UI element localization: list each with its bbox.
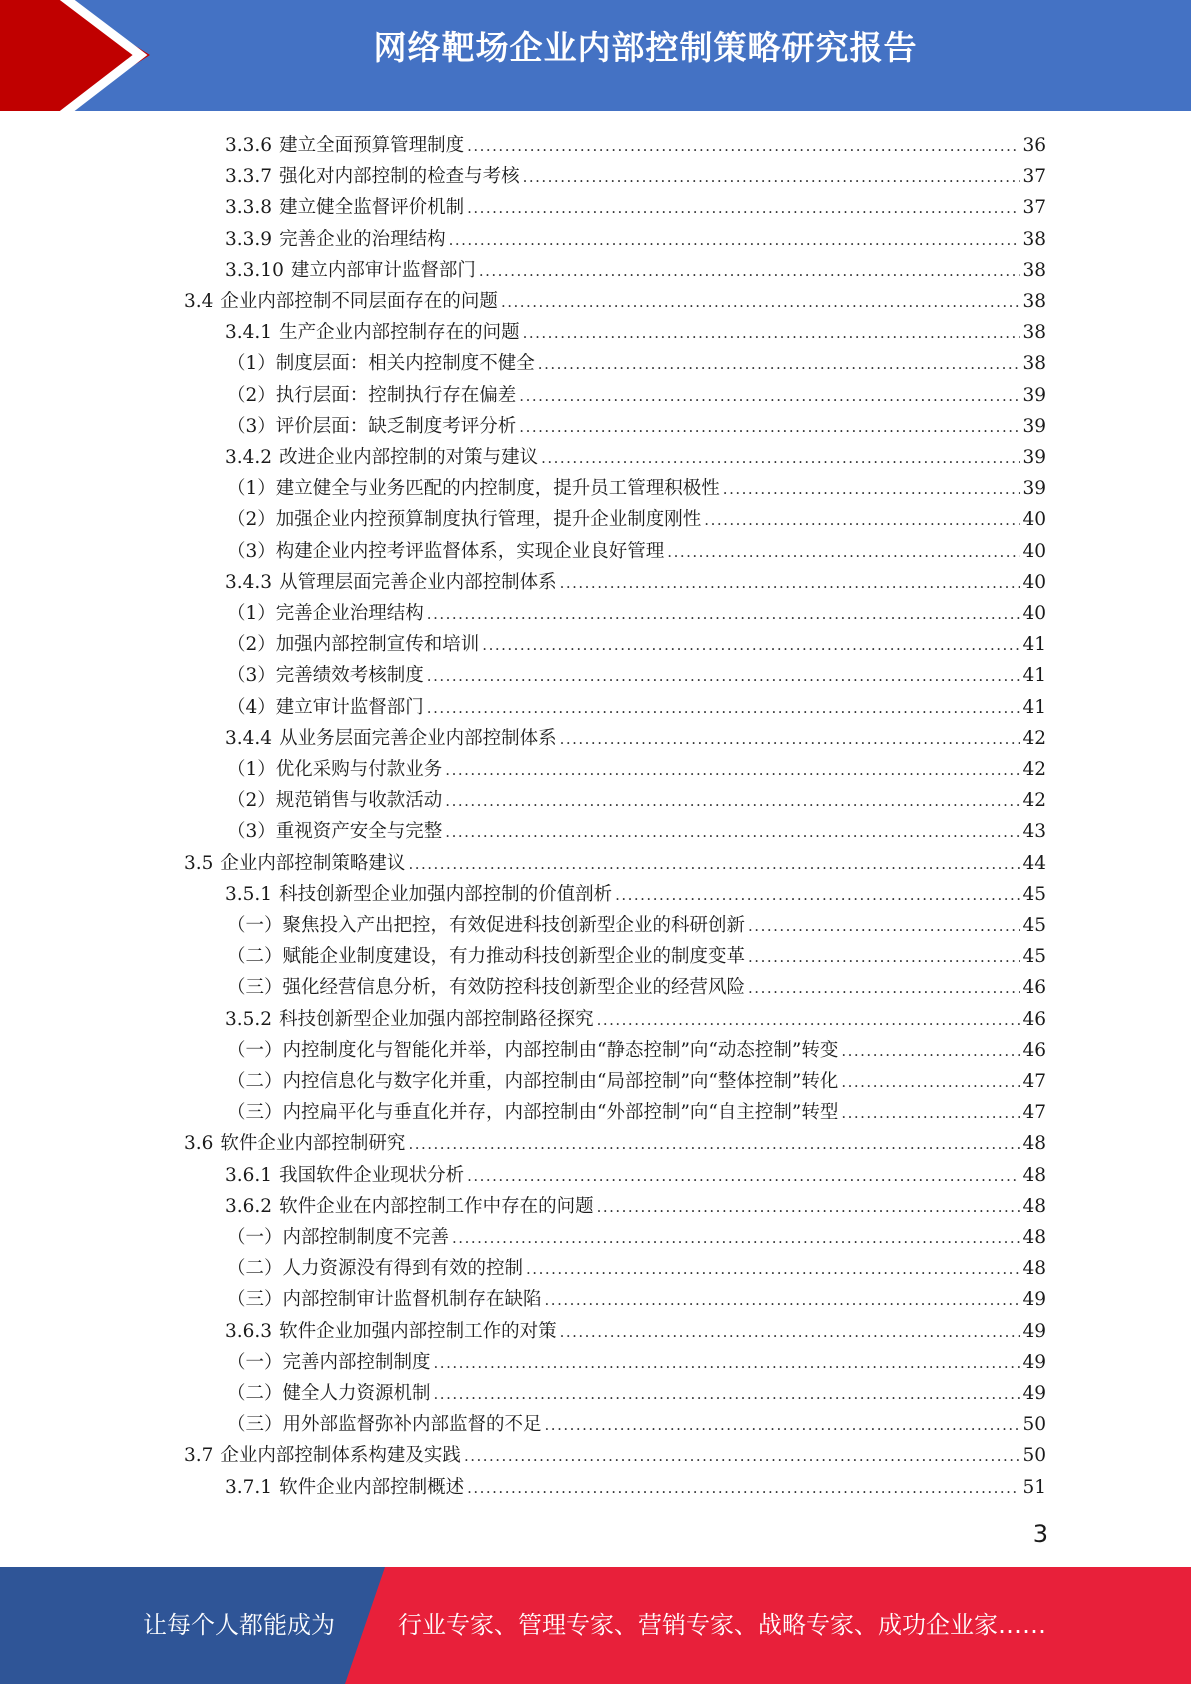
toc-entry-title: [225, 1191, 594, 1222]
toc-entry[interactable]: [225, 1004, 1046, 1035]
toc-page-number: 41: [1022, 665, 1046, 687]
toc-entry-text: 重视资产安全与完整: [275, 821, 443, 843]
toc-entry-title: [225, 879, 612, 910]
toc-leader-dots: [427, 599, 1021, 630]
toc-page-number: 41: [1022, 634, 1046, 656]
toc-leader-dots: [479, 256, 1021, 287]
toc-page-number: 45: [1022, 915, 1046, 936]
toc-entry-title: [227, 1222, 449, 1253]
toc-entry-title: [227, 785, 442, 816]
toc-page-number: 42: [1022, 727, 1046, 749]
toc-leader-dots: [445, 817, 1020, 848]
toc-entry-number: 3.5: [184, 852, 214, 874]
toc-entry[interactable]: [227, 1222, 1046, 1253]
footer-slogan-left: 让每个人都能成为: [143, 1611, 335, 1639]
toc-page-number: 49: [1022, 1320, 1046, 1342]
toc-entry-number: （一）: [227, 915, 283, 936]
toc-entry[interactable]: [227, 1097, 1046, 1128]
toc-entry-text: 完善绩效考核制度: [275, 665, 424, 687]
toc-leader-dots: [467, 1473, 1020, 1504]
toc-entry[interactable]: [227, 816, 1046, 847]
toc-entry-text: 建立审计监督部门: [275, 696, 424, 718]
toc-leader-dots: [748, 942, 1020, 973]
toc-entry-number: （2）: [227, 509, 276, 531]
toc-entry-number: （二）: [227, 1071, 283, 1092]
toc-entry-text: 建立内部审计监督部门: [290, 259, 476, 281]
toc-leader-dots: [667, 537, 1020, 568]
footer-bar: [0, 1567, 1191, 1684]
toc-entry-title: [225, 1004, 594, 1035]
toc-entry-title: [227, 1097, 838, 1128]
toc-entry-title: [184, 1128, 405, 1159]
toc-entry-number: 3.5.1: [225, 883, 273, 905]
toc-entry-title: [227, 598, 424, 629]
toc-leader-dots: [748, 911, 1020, 942]
toc-page-number: 51: [1022, 1476, 1046, 1498]
toc-page-number: 44: [1022, 852, 1046, 874]
toc-entry-text: 软件企业在内部控制工作中存在的问题: [279, 1195, 594, 1217]
toc-entry-number: （1）: [227, 603, 276, 624]
toc-entry-number: 3.4: [184, 291, 214, 312]
toc-leader-dots: [427, 661, 1021, 692]
toc-entry-number: （3）: [227, 665, 276, 687]
toc-leader-dots: [445, 755, 1020, 786]
toc-leader-dots: [560, 568, 1021, 599]
toc-entry[interactable]: [227, 941, 1046, 972]
toc-entry[interactable]: [225, 879, 1046, 910]
toc-entry[interactable]: [225, 567, 1046, 598]
toc-leader-dots: [408, 849, 1020, 880]
toc-entry-number: 3.6.2: [225, 1195, 273, 1217]
toc-entry-title: [184, 1440, 461, 1471]
toc-entry[interactable]: [227, 411, 1046, 442]
toc-leader-dots: [597, 1005, 1021, 1036]
toc-entry-number: 3.3.7: [225, 166, 273, 188]
toc-entry[interactable]: [227, 380, 1046, 411]
toc-leader-dots: [519, 381, 1020, 412]
toc-entry-number: 3.4.3: [225, 571, 273, 593]
toc-entry-text: 软件企业加强内部控制工作的对策: [279, 1320, 557, 1342]
toc-leader-dots: [545, 1285, 1021, 1316]
toc-entry-title: [227, 473, 720, 504]
toc-entry-text: 科技创新型企业加强内部控制的价值剖析: [279, 883, 613, 905]
toc-entry-title: [227, 411, 516, 442]
toc-entry[interactable]: [227, 1409, 1046, 1440]
toc-entry[interactable]: [227, 754, 1046, 785]
toc-leader-dots: [449, 225, 1021, 256]
toc-entry-text: 软件企业内部控制研究: [220, 1133, 406, 1155]
toc-entry-title: [184, 848, 405, 879]
toc-entry[interactable]: [227, 1284, 1046, 1315]
toc-page-number: 38: [1022, 353, 1046, 375]
toc-entry[interactable]: [225, 255, 1046, 286]
toc-entry-title: [225, 567, 557, 598]
toc-leader-dots: [501, 287, 1021, 318]
toc-entry-title: [227, 380, 516, 411]
toc-entry-text: 改进企业内部控制的对策与建议: [279, 447, 539, 468]
toc-page-number: 39: [1022, 447, 1046, 468]
toc-entry-number: （2）: [227, 634, 276, 656]
toc-entry-text: 规范销售与收款活动: [275, 790, 443, 812]
toc-leader-dots: [541, 443, 1020, 474]
toc-entry[interactable]: [227, 1253, 1046, 1284]
toc-entry-text: 评价层面：缺乏制度考评分析: [275, 415, 517, 437]
toc-leader-dots: [523, 162, 1021, 193]
toc-entry-title: [227, 1066, 838, 1097]
toc-entry[interactable]: [225, 130, 1046, 161]
toc-entry-text: 从管理层面完善企业内部控制体系: [279, 571, 557, 593]
toc-leader-dots: [434, 1348, 1021, 1379]
toc-entry-number: （三）: [227, 1289, 283, 1311]
toc-leader-dots: [748, 973, 1020, 1004]
toc-entry-number: （4）: [227, 696, 276, 718]
toc-entry-text: 企业内部控制体系构建及实践: [220, 1445, 461, 1467]
toc-entry-text: 完善企业的治理结构: [279, 228, 446, 250]
toc-entry[interactable]: [225, 192, 1046, 223]
toc-page-number: 49: [1022, 1383, 1046, 1404]
toc-leader-dots: [545, 1410, 1021, 1441]
toc-entry-text: 优化采购与付款业务: [275, 759, 443, 780]
toc-entry-number: 3.4.2: [225, 447, 273, 468]
toc-page-number: 40: [1022, 603, 1046, 624]
toc-entry-text: 内部控制审计监督机制存在缺陷: [282, 1289, 542, 1311]
toc-leader-dots: [434, 1379, 1021, 1410]
toc-entry-title: [225, 1472, 464, 1503]
toc-entry-title: [227, 941, 745, 972]
toc-entry[interactable]: [227, 692, 1046, 723]
toc-page-number: 48: [1022, 1195, 1046, 1217]
toc-page-number: 47: [1022, 1102, 1046, 1124]
toc-entry-number: （三）: [227, 1414, 283, 1436]
toc-entry-text: 建立全面预算管理制度: [279, 135, 465, 156]
toc-entry-title: [227, 660, 424, 691]
toc-entry[interactable]: [227, 473, 1046, 504]
toc-entry-text: 从业务层面完善企业内部控制体系: [279, 727, 557, 749]
toc-entry-text: 加强企业内控预算制度执行管理，提升企业制度刚性: [275, 509, 702, 531]
toc-page-number: 38: [1022, 322, 1046, 344]
toc-leader-dots: [427, 693, 1021, 724]
toc-entry-title: [227, 692, 424, 723]
toc-entry-text: 生产企业内部控制存在的问题: [279, 322, 520, 344]
toc-leader-dots: [452, 1223, 1020, 1254]
toc-entry[interactable]: [225, 1316, 1046, 1347]
toc-entry-number: 3.3.10: [225, 259, 284, 281]
chevron-right-icon: [0, 0, 150, 111]
toc-page-number: 43: [1022, 821, 1046, 843]
toc-entry[interactable]: [227, 660, 1046, 691]
toc-page-number: 42: [1022, 790, 1046, 812]
toc-entry-title: [184, 286, 498, 317]
toc-entry-title: [225, 192, 464, 223]
toc-entry-text: 完善企业治理结构: [275, 603, 424, 624]
toc-entry-title: [227, 348, 535, 379]
toc-leader-dots: [723, 474, 1021, 505]
toc-entry-number: 3.4.4: [225, 727, 273, 749]
toc-page-number: 46: [1022, 1039, 1046, 1061]
toc-entry-number: （1）: [227, 478, 276, 500]
toc-entry[interactable]: [225, 224, 1046, 255]
toc-entry-title: [227, 754, 442, 785]
toc-entry-text: 完善内部控制制度: [282, 1351, 431, 1373]
toc-entry-title: [227, 910, 745, 941]
toc-entry-title: [225, 161, 520, 192]
toc-entry-number: 3.7: [184, 1445, 214, 1467]
toc-entry-number: 3.6.3: [225, 1320, 273, 1342]
toc-leader-dots: [523, 318, 1021, 349]
toc-entry-title: [227, 629, 479, 660]
toc-entry[interactable]: [227, 1347, 1046, 1378]
toc-entry[interactable]: [225, 723, 1046, 754]
toc-entry[interactable]: [225, 317, 1046, 348]
toc-page-number: 46: [1022, 1008, 1046, 1030]
toc-page-number: 48: [1022, 1164, 1046, 1186]
toc-entry[interactable]: [184, 286, 1046, 317]
toc-entry-text: 制度层面：相关内控制度不健全: [275, 353, 535, 375]
toc-leader-dots: [519, 412, 1020, 443]
toc-leader-dots: [841, 1098, 1020, 1129]
toc-entry-text: 构建企业内控考评监督体系，实现企业良好管理: [275, 540, 665, 562]
toc-page-number: 41: [1022, 696, 1046, 718]
toc-page-number: 40: [1022, 540, 1046, 562]
toc-entry[interactable]: [227, 536, 1046, 567]
toc-page-number: 37: [1022, 197, 1046, 219]
toc-entry-number: （三）: [227, 1102, 283, 1124]
toc-page-number: 40: [1022, 571, 1046, 593]
toc-entry-number: 3.3.6: [225, 135, 273, 156]
toc-entry[interactable]: [184, 848, 1046, 879]
toc-entry[interactable]: [227, 1066, 1046, 1097]
toc-entry-title: [227, 816, 442, 847]
toc-entry-number: （二）: [227, 946, 283, 968]
toc-entry-text: 健全人力资源机制: [282, 1383, 431, 1404]
toc-entry[interactable]: [227, 1035, 1046, 1066]
toc-entry-text: 我国软件企业现状分析: [279, 1164, 465, 1186]
toc-entry[interactable]: [227, 504, 1046, 535]
toc-entry-text: 执行层面：控制执行存在偏差: [275, 384, 517, 406]
toc-page-number: 36: [1022, 135, 1046, 156]
toc-entry-number: （三）: [227, 977, 283, 999]
toc-entry-title: [225, 723, 557, 754]
toc-entry-number: （一）: [227, 1351, 283, 1373]
toc-entry-title: [227, 1378, 431, 1409]
toc-leader-dots: [560, 1317, 1021, 1348]
toc-entry-number: 3.3.9: [225, 228, 273, 250]
toc-entry-text: 企业内部控制不同层面存在的问题: [220, 291, 498, 312]
toc-page-number: 49: [1022, 1289, 1046, 1311]
toc-entry-number: 3.4.1: [225, 322, 273, 344]
toc-entry[interactable]: [227, 910, 1046, 941]
toc-entry-number: （3）: [227, 540, 276, 562]
toc-entry-text: 赋能企业制度建设，有力推动科技创新型企业的制度变革: [282, 946, 746, 968]
toc-entry-text: 内部控制制度不完善: [282, 1227, 450, 1248]
toc-entry-number: 3.6.1: [225, 1164, 273, 1186]
toc-page-number: 45: [1022, 883, 1046, 905]
toc-page-number: 38: [1022, 291, 1046, 312]
toc-leader-dots: [467, 1161, 1020, 1192]
toc-leader-dots: [615, 880, 1020, 911]
toc-entry-title: [225, 224, 446, 255]
toc-entry-title: [225, 1316, 557, 1347]
toc-entry-number: （2）: [227, 790, 276, 812]
toc-entry[interactable]: [227, 1378, 1046, 1409]
toc-entry-number: （1）: [227, 353, 276, 375]
toc-entry-title: [227, 1409, 542, 1440]
toc-entry-text: 聚焦投入产出把控，有效促进科技创新型企业的科研创新: [282, 915, 746, 936]
header-title: 网络靶场企业内部控制策略研究报告: [373, 28, 918, 67]
toc-entry-text: 科技创新型企业加强内部控制路径探究: [279, 1008, 594, 1030]
toc-entry-title: [227, 1347, 431, 1378]
page-number: 3: [1032, 1520, 1048, 1548]
toc-page-number: 46: [1022, 977, 1046, 999]
toc-entry[interactable]: [227, 348, 1046, 379]
toc-entry-number: 3.6: [184, 1133, 214, 1155]
toc-page-number: 39: [1022, 384, 1046, 406]
toc-entry-number: （1）: [227, 759, 276, 780]
toc-entry[interactable]: [227, 785, 1046, 816]
toc-page-number: 40: [1022, 509, 1046, 531]
toc-entry-text: 建立健全监督评价机制: [279, 197, 465, 219]
toc-page-number: 39: [1022, 415, 1046, 437]
toc-entry-title: [225, 130, 464, 161]
toc-entry[interactable]: [225, 1160, 1046, 1191]
toc-entry-text: 内控扁平化与垂直化并存，内部控制由“外部控制”向“自主控制”转型: [282, 1102, 839, 1124]
toc-entry[interactable]: [184, 1128, 1046, 1159]
toc-entry-text: 人力资源没有得到有效的控制: [282, 1258, 524, 1280]
toc-entry[interactable]: [225, 161, 1046, 192]
toc-entry-number: 3.7.1: [225, 1476, 273, 1498]
toc-entry-title: [227, 1035, 838, 1066]
toc-page-number: 50: [1022, 1414, 1046, 1436]
toc-entry-number: （3）: [227, 415, 276, 437]
toc-entry-text: 内控信息化与数字化并重，内部控制由“局部控制”向“整体控制”转化: [282, 1071, 839, 1092]
toc-entry-text: 内控制度化与智能化并举，内部控制由“静态控制”向“动态控制”转变: [282, 1039, 839, 1061]
toc-entry-text: 加强内部控制宣传和培训: [275, 634, 480, 656]
toc-leader-dots: [560, 724, 1021, 755]
toc-leader-dots: [467, 193, 1020, 224]
toc-entry-title: [225, 255, 476, 286]
toc-entry-number: （二）: [227, 1258, 283, 1280]
toc-entry[interactable]: [227, 972, 1046, 1003]
toc-page-number: 38: [1022, 228, 1046, 250]
toc-entry-number: （一）: [227, 1227, 283, 1248]
toc-entry-title: [227, 536, 664, 567]
toc-page-number: 49: [1022, 1351, 1046, 1373]
toc-leader-dots: [538, 349, 1021, 380]
footer-slogan-right: 行业专家、管理专家、营销专家、战略专家、成功企业家……: [398, 1611, 1046, 1639]
toc-entry-title: [225, 317, 520, 348]
toc-entry-title: [227, 1253, 523, 1284]
toc-page-number: 47: [1022, 1071, 1046, 1092]
toc-leader-dots: [841, 1036, 1020, 1067]
toc-entry-number: 3.5.2: [225, 1008, 273, 1030]
toc-page-number: 37: [1022, 166, 1046, 188]
toc-entry-number: （2）: [227, 384, 276, 406]
toc-page-number: 38: [1022, 259, 1046, 281]
toc-entry-text: 强化对内部控制的检查与考核: [279, 166, 520, 188]
toc-entry[interactable]: [225, 442, 1046, 473]
toc-leader-dots: [408, 1129, 1020, 1160]
toc-entry-title: [225, 442, 538, 473]
toc-entry[interactable]: [227, 598, 1046, 629]
toc-leader-dots: [704, 505, 1020, 536]
toc-entry-title: [227, 1284, 542, 1315]
toc-page-number: 45: [1022, 946, 1046, 968]
toc-leader-dots: [464, 1441, 1021, 1472]
toc-leader-dots: [482, 630, 1020, 661]
toc-page-number: 50: [1022, 1445, 1046, 1467]
toc-entry-number: （3）: [227, 821, 276, 843]
toc-leader-dots: [526, 1254, 1020, 1285]
toc-page-number: 48: [1022, 1133, 1046, 1155]
toc-page-number: 42: [1022, 759, 1046, 780]
toc-leader-dots: [467, 131, 1020, 162]
toc-leader-dots: [445, 786, 1020, 817]
toc-entry-text: 企业内部控制策略建议: [220, 852, 406, 874]
toc-entry-text: 用外部监督弥补内部监督的不足: [282, 1414, 542, 1436]
toc-entry-title: [227, 504, 701, 535]
toc-entry-text: 建立健全与业务匹配的内控制度，提升员工管理积极性: [275, 478, 720, 500]
toc-entry[interactable]: [227, 629, 1046, 660]
toc-entry-title: [225, 1160, 464, 1191]
toc-leader-dots: [841, 1067, 1020, 1098]
header-bar: [0, 0, 1191, 111]
toc-entry-number: 3.3.8: [225, 197, 273, 219]
toc-leader-dots: [597, 1192, 1021, 1223]
toc-entry-text: 软件企业内部控制概述: [279, 1476, 465, 1498]
toc-entry-number: （一）: [227, 1039, 283, 1061]
toc-page-number: 48: [1022, 1227, 1046, 1248]
toc-entry-number: （二）: [227, 1383, 283, 1404]
toc-entry[interactable]: [225, 1191, 1046, 1222]
toc-page-number: 39: [1022, 478, 1046, 500]
toc-entry-text: 强化经营信息分析，有效防控科技创新型企业的经营风险: [282, 977, 746, 999]
toc-entry[interactable]: [184, 1440, 1046, 1471]
toc-entry[interactable]: [225, 1472, 1046, 1503]
toc-entry-title: [227, 972, 745, 1003]
toc-page-number: 48: [1022, 1258, 1046, 1280]
